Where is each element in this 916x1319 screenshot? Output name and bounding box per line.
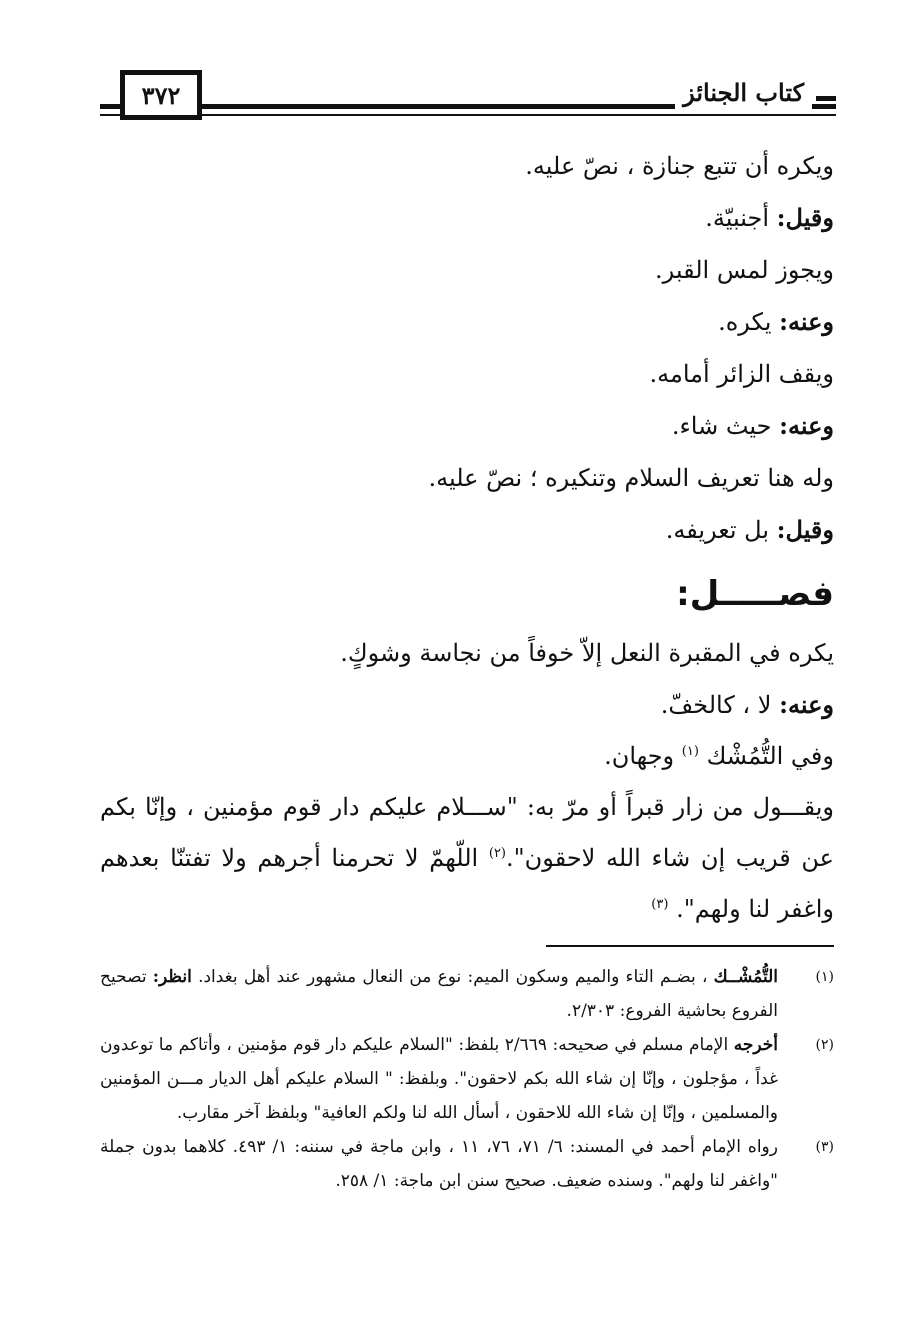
page-number: ٣٧٢ [120,70,202,120]
paragraph: وقيل: أجنبيّة. [705,203,834,232]
paragraph: يكره في المقبرة النعل إلاّ خوفاً من نجاسة وشوكٍ. [340,639,834,667]
section-heading: فصـــــل: [676,574,834,614]
footnote: (٢) أخرجه الإمام مسلم في صحيحه: ٢/٦٦٩ بلفظ: "السلام عليكم دار قوم مؤمنين ، وأتاكم ما توعدون غداً ، مؤجلون ، وإنّا إن شاء الله بكم لاحقون". وبلفظ: " السلام عليكم أهل الديار مـــن المؤمنين والمسلمين ، وإنّا إن شاء الله للاحقون ، أسأل الله لنا ولكم العافية" وبلفظ آخر مقارب. [100,1028,834,1130]
paragraph: وقيل: بل تعريفه. [665,515,834,544]
footnote-separator [546,945,834,947]
section-text [100,628,834,935]
paragraph: وعنه: لا ، كالخفّ. [660,690,834,719]
paragraph: وعنه: حيث شاء. [671,411,834,440]
footnote: (١) التُّمُشْــك ، بضـم التاء والميم وسكون الميم: نوع من النعال مشهور عند أهل بغداد. انظر: تصحيح الفروع بحاشية الفروع: ٢/٣٠٣. [100,960,834,1028]
footnote: (٣) رواه الإمام أحمد في المسند: ٦/ ٧١، ٧٦، ١١ ، وابن ماجة في سننه: ١/ ٤٩٣. كلاهما بدون جملة "واغفر لنا ولهم". وسنده ضعيف. صحيح سنن ابن ماجة: ١/ ٢٥٨. [100,1130,834,1198]
paragraph: وله هنا تعريف السلام وتنكيره ؛ نصّ عليه. [428,464,834,492]
footnote-number: (٣) [815,1139,834,1155]
main-text [100,140,834,556]
paragraph: وفي التُّمُشْك $^{(١)}$ وجهان. [604,742,834,770]
paragraph: ويقف الزائر أمامه. [649,360,834,388]
footnote-ref: (٢) [488,846,506,861]
paragraph: ويقـــول من زار قبراً أو مرّ به: "ســـلام عليكم دار قوم مؤمنين ، وإنّا بكم عن قريب إن شاء الله لاحقون".$^{(٢)}$ اللّهمّ لا تحرمنا أجرهم ولا تفتنّا بعدهم واغفر لنا ولهم". $^{(٣)}$ [100,793,834,923]
footnote-ref: (١) [681,744,699,759]
paragraph: ويجوز لمس القبر. [654,256,834,284]
book-title: كتاب الجنائز [675,78,812,109]
paragraph: ويكره أن تتبع جنازة ، نصّ عليه. [525,152,834,180]
footnotes [100,960,834,1198]
title-dash [816,96,836,101]
footnote-number: (٢) [815,1037,834,1053]
footnote-ref: (٣) [651,897,669,912]
page-header [100,70,836,126]
header-rule-thin [100,114,836,116]
footnote-number: (١) [815,969,834,985]
paragraph: وعنه: يكره. [718,307,834,336]
